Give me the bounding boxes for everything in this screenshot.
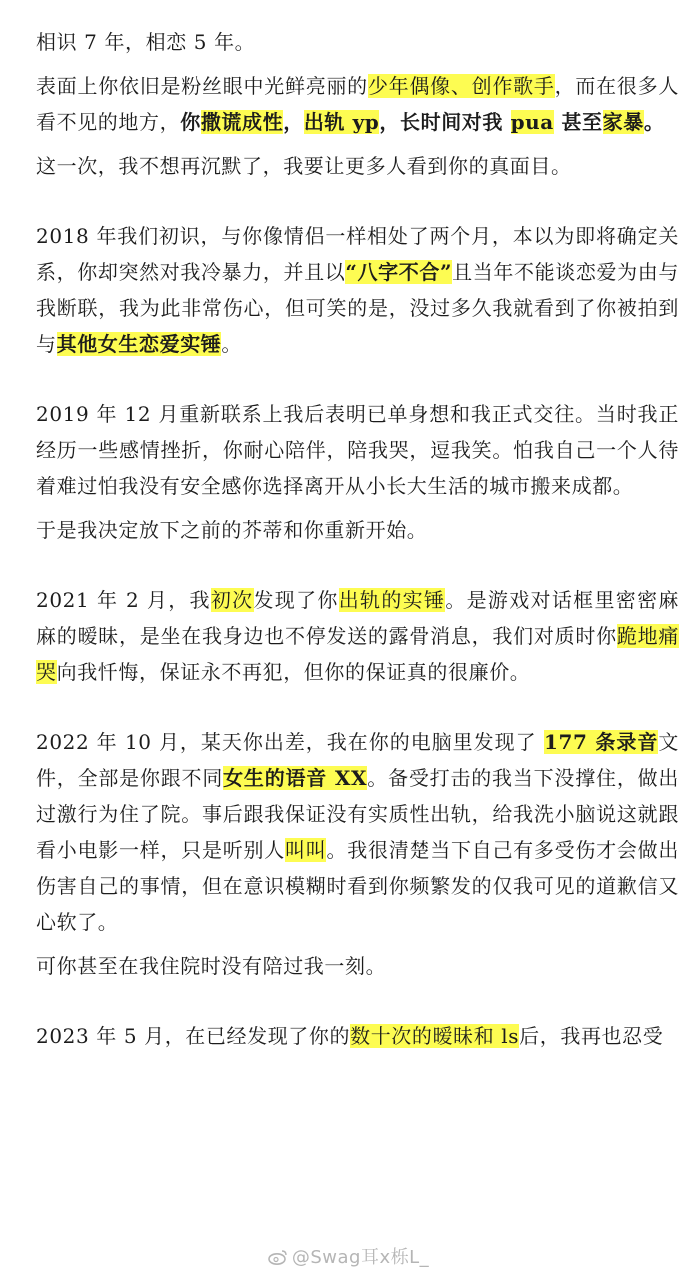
text-segment: 文件，全部是你跟不同 <box>36 730 679 790</box>
text-segment: 相识 7 年，相恋 5 年。 <box>36 30 256 54</box>
highlighted-text: 初次 <box>210 588 254 612</box>
highlighted-text: 其他女生恋爱实锤 <box>56 332 222 356</box>
paragraph-2 <box>36 68 679 140</box>
highlighted-text: 叫叫 <box>284 838 327 862</box>
document-body <box>36 24 679 1054</box>
highlighted-text: “八字不合” <box>345 260 453 284</box>
watermark-text: @Swag耳x栎L_ <box>291 1247 430 1268</box>
text-segment: ，而在很多人看不见的地方， <box>36 74 679 134</box>
text-segment: 。 <box>221 332 243 356</box>
highlighted-text: 数十次的暧昧和 ls <box>350 1024 520 1048</box>
text-segment: ， <box>283 110 304 134</box>
highlighted-text: 女生的语音 XX <box>223 766 368 790</box>
highlighted-text: pua <box>510 110 554 134</box>
text-segment: 这一次，我不想再沉默了，我要让更多人看到你的真面目。 <box>36 154 572 178</box>
text-segment: 。 <box>643 110 665 134</box>
highlighted-text: 少年偶像、创作歌手 <box>367 74 555 98</box>
highlighted-text: 177 条录音 <box>543 730 659 754</box>
text-segment: 发现了你 <box>253 588 339 612</box>
text-segment: 2018 年我们初识，与你像情侣一样相处了两个月，本以为即将确定关系，你却突然对我冷暴力，并且以 <box>36 224 679 284</box>
paragraph-1 <box>36 24 679 60</box>
text-segment: 2022 年 10 月，某天你出差，我在你的电脑里发现了 <box>36 730 544 754</box>
highlighted-text: 家暴 <box>602 110 644 134</box>
paragraph-10 <box>36 1018 679 1054</box>
highlighted-text: 跪地痛哭 <box>36 624 679 684</box>
text-segment: 2019 年 12 月重新联系上我后表明已单身想和我正式交往。当时我正经历一些感情挫折，你耐心陪伴，陪我哭，逗我笑。怕我自己一个人待着难过怕我没有安全感你选择离开从小长大生活的城市搬来成都。 <box>36 402 679 498</box>
paragraph-9 <box>36 948 679 984</box>
text-segment: 可你甚至在我住院时没有陪过我一刻。 <box>36 954 387 978</box>
text-segment: 表面上你依旧是粉丝眼中光鲜亮丽的 <box>36 74 368 98</box>
text-segment: 2023 年 5 月，在已经发现了你的 <box>36 1024 351 1048</box>
text-segment: 。备受打击的我当下没撑住，做出过激行为住了院。事后跟我保证没有实质性出轨，给我洗小脑说这就跟看小电影一样，只是听别人 <box>36 766 679 862</box>
watermark <box>0 1243 697 1269</box>
text-segment: 你 <box>180 110 201 134</box>
highlighted-text: 撒谎成性 <box>200 110 284 134</box>
paragraph-6 <box>36 512 679 548</box>
text-segment: 且当年不能谈恋爱为由与我断联，我为此非常伤心，但可笑的是，没过多久我就看到了你被拍到与 <box>36 260 680 356</box>
text-segment: 。是游戏对话框里密密麻麻的暧昧，是坐在我身边也不停发送的露骨消息，我们对质时你 <box>36 588 680 648</box>
text-segment: ，长时间对我 <box>379 110 511 134</box>
paragraph-8 <box>36 724 679 940</box>
text-segment: 向我忏悔，保证永不再犯，但你的保证真的很廉价。 <box>56 660 531 684</box>
highlighted-text: 出轨 yp <box>303 110 380 134</box>
paragraph-5 <box>36 396 679 504</box>
text-segment: 甚至 <box>553 110 603 134</box>
paragraph-4 <box>36 218 679 362</box>
weibo-icon <box>268 1249 288 1265</box>
text-segment: 于是我决定放下之前的芥蒂和你重新开始。 <box>36 518 428 542</box>
paragraph-7 <box>36 582 679 690</box>
paragraph-3 <box>36 148 679 184</box>
highlighted-text: 出轨的实锤 <box>338 588 446 612</box>
text-segment: 后，我再也忍受 <box>519 1024 664 1048</box>
text-segment: 。我很清楚当下自己有多受伤才会做出伤害自己的事情，但在意识模糊时看到你频繁发的仅我可见的道歉信又心软了。 <box>36 838 680 934</box>
text-segment: 2021 年 2 月，我 <box>36 588 211 612</box>
